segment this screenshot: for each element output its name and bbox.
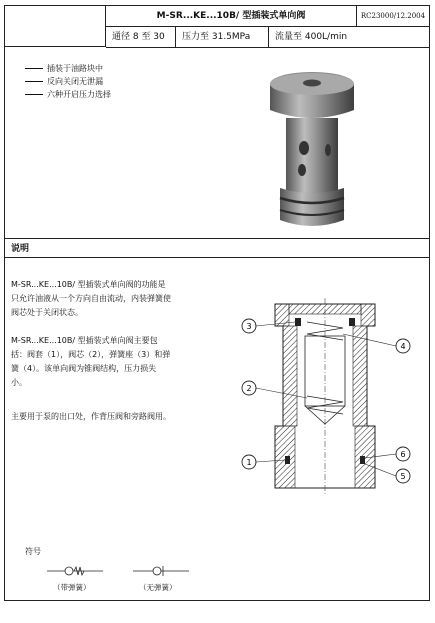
feature-list <box>25 62 111 101</box>
svg-text:5: 5 <box>400 472 406 481</box>
feature-item: 插装于油路块中 <box>25 62 111 75</box>
description-paragraph: 主要用于泵的出口处，作背压阀和旁路阀用。 <box>11 412 171 421</box>
logo-area <box>5 6 106 47</box>
check-valve-with-spring-symbol <box>47 564 103 578</box>
svg-text:3: 3 <box>246 322 252 331</box>
section-title: 说明 <box>11 244 30 254</box>
spec-nominal-size: 通径 8 至 30 <box>106 27 176 47</box>
svg-text:4: 4 <box>400 342 406 351</box>
document-code: RC23000/12.2004 <box>357 6 429 27</box>
svg-text:1: 1 <box>246 458 252 467</box>
svg-text:6: 6 <box>400 450 406 459</box>
spec-flow: 流量至 400L/min <box>275 32 348 42</box>
section-header <box>5 238 429 258</box>
symbol-label-with-spring: （带弹簧） <box>53 583 91 592</box>
check-valve-without-spring-symbol <box>133 564 189 578</box>
document-title: M-SR...KE...10B/ 型插装式单向阀 <box>106 6 357 27</box>
svg-text:2: 2 <box>246 384 252 393</box>
symbol-heading: 符号 <box>25 547 41 556</box>
datasheet-page <box>4 5 430 601</box>
header-divider <box>106 47 429 48</box>
valve-product-photo <box>260 70 365 230</box>
description-paragraph: M-SR...KE...10B/ 型插装式单向阀的功能是只允许油液从一个方向自由流动，内装弹簧使阀芯处于关闭状态。 <box>11 280 171 317</box>
valve-section-drawing <box>233 296 423 496</box>
description-paragraph: M-SR...KE...10B/ 型插装式单向阀主要包括：阀套（1），阀芯（2），弹簧座（3）和弹簧（4）。该单向阀为锥阀结构，压力损失小。 <box>11 336 171 387</box>
header-table <box>5 6 429 48</box>
feature-item: 六种开启压力选择 <box>25 88 111 101</box>
feature-item: 反向关闭无泄漏 <box>25 75 111 88</box>
symbol-label-without-spring: （无弹簧） <box>139 583 177 592</box>
spec-pressure: 压力至 31.5MPa <box>176 27 269 47</box>
